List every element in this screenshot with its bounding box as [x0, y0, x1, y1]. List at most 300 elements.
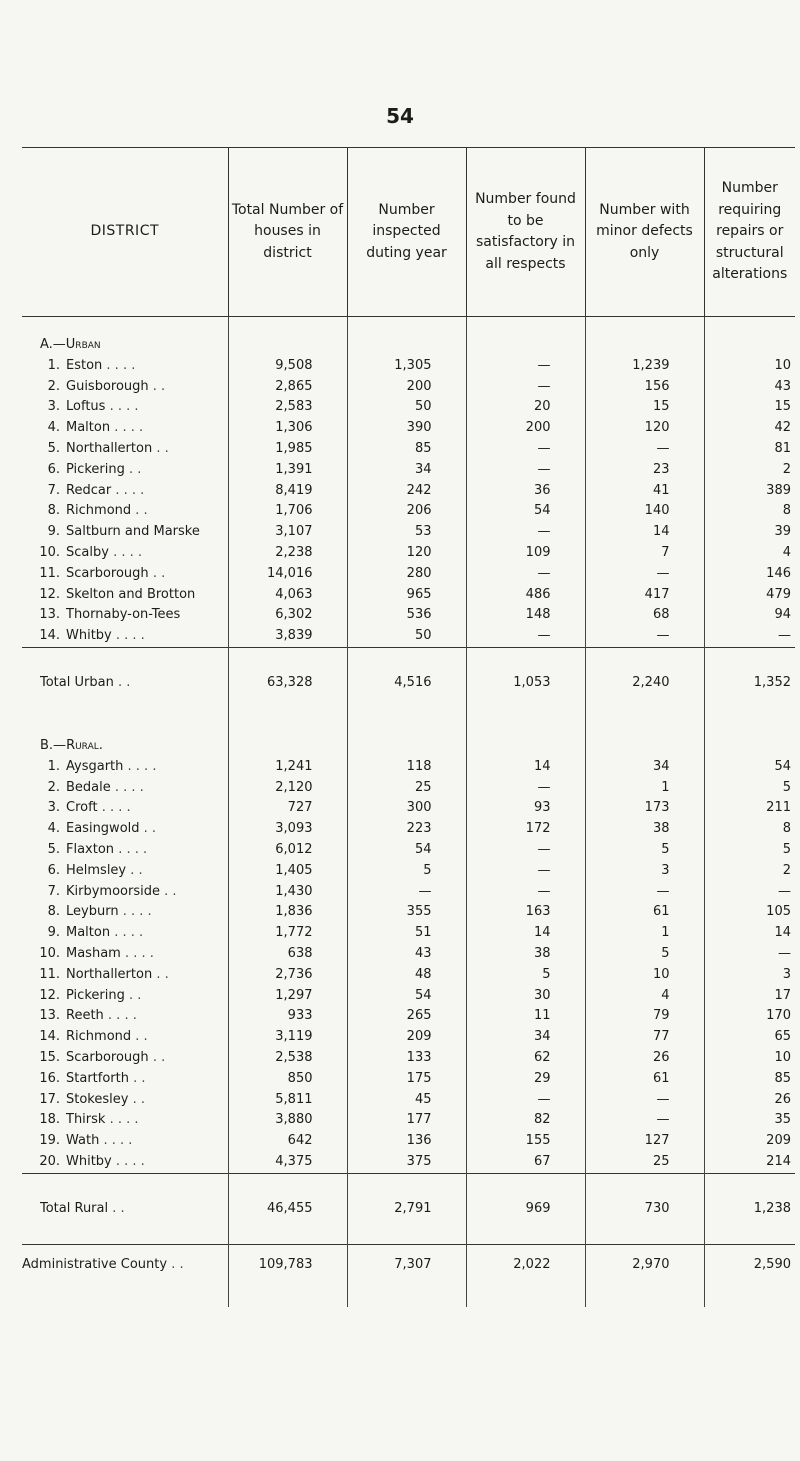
cell-satisfactory: 155 — [466, 1131, 585, 1152]
cell-minor-defects: 1 — [585, 923, 704, 944]
cell-minor-defects: 14 — [585, 522, 704, 543]
cell-inspected: 118 — [347, 757, 466, 778]
cell-total-houses: 9,508 — [228, 356, 347, 377]
table-row — [22, 564, 795, 585]
cell-inspected: 177 — [347, 1110, 466, 1131]
table-row — [22, 543, 795, 564]
cell-satisfactory: — — [466, 626, 585, 647]
cell-minor-defects: — — [585, 882, 704, 903]
header-inspected: Number inspected duting year — [347, 148, 466, 317]
row-number: 13. — [39, 607, 60, 623]
cell-total-houses: 2,120 — [228, 778, 347, 799]
cell-minor-defects: 140 — [585, 501, 704, 522]
leader-dots: . . — [143, 821, 157, 837]
table-row — [22, 986, 795, 1007]
table-row — [22, 778, 795, 799]
district-name: Flaxton — [66, 841, 115, 857]
leader-dots: . . — [130, 862, 143, 878]
table-row — [22, 798, 795, 819]
cell-satisfactory: — — [466, 460, 585, 481]
cell-inspected: 34 — [347, 460, 466, 481]
leader-dots: . . . . — [109, 399, 139, 415]
leader-dots: . . . . — [124, 945, 154, 961]
cell-total-houses: 109,783 — [228, 1244, 347, 1307]
cell-district — [22, 397, 228, 418]
row-number: 9. — [47, 925, 60, 941]
cell-district — [22, 356, 228, 377]
cell-repairs: 389 — [704, 481, 795, 502]
cell-total-houses: 2,583 — [228, 397, 347, 418]
cell-satisfactory: — — [466, 840, 585, 861]
row-number: 12. — [39, 987, 60, 1003]
cell-district — [22, 481, 228, 502]
empty-cell — [704, 317, 795, 356]
cell-satisfactory: 29 — [466, 1069, 585, 1090]
district-name: Bedale — [66, 779, 111, 795]
cell-satisfactory: 54 — [466, 501, 585, 522]
district-name: Reeth — [66, 1008, 104, 1024]
cell-inspected: 4,516 — [347, 647, 466, 718]
cell-inspected: 300 — [347, 798, 466, 819]
cell-satisfactory: 1,053 — [466, 647, 585, 718]
cell-total-houses: 3,880 — [228, 1110, 347, 1131]
district-name: Stokesley — [66, 1091, 129, 1107]
cell-satisfactory: 969 — [466, 1173, 585, 1244]
district-name: Richmond — [66, 503, 132, 519]
cell-satisfactory: 62 — [466, 1048, 585, 1069]
cell-total-houses: 14,016 — [228, 564, 347, 585]
empty-cell — [585, 317, 704, 356]
cell-district — [22, 626, 228, 647]
row-number: 1. — [47, 357, 60, 373]
row-number: 3. — [47, 399, 60, 415]
cell-total-houses: 1,297 — [228, 986, 347, 1007]
cell-total-houses: 3,093 — [228, 819, 347, 840]
cell-minor-defects: 38 — [585, 819, 704, 840]
leader-dots: . . . . — [114, 779, 144, 795]
cell-satisfactory: 2,022 — [466, 1244, 585, 1307]
cell-satisfactory: — — [466, 882, 585, 903]
row-number: 19. — [39, 1133, 60, 1149]
table-row — [22, 439, 795, 460]
housing-inspection-table — [22, 147, 795, 1307]
cell-inspected: 50 — [347, 626, 466, 647]
cell-inspected: 280 — [347, 564, 466, 585]
cell-total-houses: 642 — [228, 1131, 347, 1152]
table-row — [22, 460, 795, 481]
cell-minor-defects: 2,240 — [585, 647, 704, 718]
cell-district — [22, 1069, 228, 1090]
leader-dots: . . . . — [109, 1112, 139, 1128]
cell-total-houses: 1,405 — [228, 861, 347, 882]
cell-district — [22, 543, 228, 564]
district-name: Scarborough — [66, 1049, 149, 1065]
district-name: Startforth — [66, 1070, 129, 1086]
cell-total-houses: 5,811 — [228, 1090, 347, 1111]
cell-repairs: 1,238 — [704, 1173, 795, 1244]
district-name: Whitby — [66, 1153, 112, 1169]
cell-satisfactory: 200 — [466, 418, 585, 439]
table-row — [22, 757, 795, 778]
leader-dots: . . . . — [113, 544, 143, 560]
cell-repairs: 17 — [704, 986, 795, 1007]
cell-inspected: 175 — [347, 1069, 466, 1090]
leader-dots: . . — [132, 1091, 145, 1107]
cell-minor-defects: 25 — [585, 1152, 704, 1173]
row-number: 17. — [39, 1091, 60, 1107]
cell-total-houses: 8,419 — [228, 481, 347, 502]
cell-inspected: 7,307 — [347, 1244, 466, 1307]
cell-total-houses: 3,107 — [228, 522, 347, 543]
cell-repairs: 8 — [704, 501, 795, 522]
empty-cell — [347, 317, 466, 356]
cell-inspected: 375 — [347, 1152, 466, 1173]
cell-repairs: — — [704, 626, 795, 647]
row-number: 13. — [39, 1008, 60, 1024]
cell-district — [22, 418, 228, 439]
cell-repairs: 39 — [704, 522, 795, 543]
cell-repairs: 5 — [704, 778, 795, 799]
cell-minor-defects: 2,970 — [585, 1244, 704, 1307]
cell-minor-defects: 120 — [585, 418, 704, 439]
table-row — [22, 965, 795, 986]
district-name: Whitby — [66, 628, 112, 644]
cell-minor-defects: 5 — [585, 840, 704, 861]
cell-inspected: 120 — [347, 543, 466, 564]
row-number: 4. — [47, 821, 60, 837]
cell-satisfactory: 34 — [466, 1027, 585, 1048]
cell-total-houses: 1,836 — [228, 902, 347, 923]
cell-repairs: — — [704, 944, 795, 965]
row-number: 11. — [39, 966, 60, 982]
cell-total-houses: 1,391 — [228, 460, 347, 481]
cell-inspected: 85 — [347, 439, 466, 460]
district-name: Northallerton — [66, 966, 153, 982]
row-number: 9. — [47, 524, 60, 540]
row-number: 7. — [47, 482, 60, 498]
table-row — [22, 1131, 795, 1152]
leader-dots: . . . . — [114, 420, 144, 436]
cell-total-houses: 4,375 — [228, 1152, 347, 1173]
cell-repairs: 2 — [704, 861, 795, 882]
cell-satisfactory: 163 — [466, 902, 585, 923]
cell-satisfactory: 14 — [466, 923, 585, 944]
header-repairs: Number requiring repairs or structural alterations — [704, 148, 795, 317]
cell-satisfactory: — — [466, 356, 585, 377]
cell-repairs: 4 — [704, 543, 795, 564]
cell-inspected: 53 — [347, 522, 466, 543]
cell-total-houses: 46,455 — [228, 1173, 347, 1244]
cell-minor-defects: 156 — [585, 377, 704, 398]
cell-minor-defects: 26 — [585, 1048, 704, 1069]
cell-inspected: 48 — [347, 965, 466, 986]
cell-inspected: 136 — [347, 1131, 466, 1152]
leader-dots: . . . . — [127, 758, 157, 774]
cell-total-houses: 1,706 — [228, 501, 347, 522]
cell-total-houses: 1,430 — [228, 882, 347, 903]
cell-total-houses: 1,772 — [228, 923, 347, 944]
leader-dots: . . — [117, 674, 131, 690]
cell-inspected: 223 — [347, 819, 466, 840]
header-minor-defects: Number with minor defects only — [585, 148, 704, 317]
leader-dots: . . — [171, 1256, 184, 1272]
district-name: Wath — [66, 1133, 100, 1149]
table-row — [22, 944, 795, 965]
table-row — [22, 1027, 795, 1048]
cell-minor-defects: — — [585, 439, 704, 460]
cell-satisfactory: 486 — [466, 585, 585, 606]
cell-district — [22, 819, 228, 840]
cell-inspected: 50 — [347, 397, 466, 418]
cell-total-houses: 4,063 — [228, 585, 347, 606]
table-row — [22, 1110, 795, 1131]
row-number: 6. — [47, 862, 60, 878]
district-name: Kirbymoorside — [66, 883, 160, 899]
cell-district — [22, 460, 228, 481]
cell-satisfactory: — — [466, 861, 585, 882]
section-title-text: Urban — [65, 337, 101, 352]
cell-repairs: 2 — [704, 460, 795, 481]
leader-dots: . . . . — [107, 1008, 137, 1024]
cell-minor-defects: 41 — [585, 481, 704, 502]
table-row — [22, 840, 795, 861]
cell-total-houses: 933 — [228, 1006, 347, 1027]
cell-minor-defects: 77 — [585, 1027, 704, 1048]
cell-district — [22, 986, 228, 1007]
cell-total-houses: 1,241 — [228, 757, 347, 778]
district-name: Thornaby-on-Tees — [66, 607, 181, 623]
row-number: 5. — [47, 440, 60, 456]
leader-dots: . . — [135, 1029, 148, 1045]
page-number: 54 — [386, 104, 414, 128]
table-row — [22, 1152, 795, 1173]
empty-cell — [466, 317, 585, 356]
district-name: Guisborough — [66, 378, 149, 394]
cell-district — [22, 882, 228, 903]
cell-satisfactory: 11 — [466, 1006, 585, 1027]
district-name: Leyburn — [66, 904, 119, 920]
leader-dots: . . — [156, 440, 169, 456]
cell-minor-defects: — — [585, 1090, 704, 1111]
district-name: Aysgarth — [66, 758, 124, 774]
cell-repairs: 105 — [704, 902, 795, 923]
cell-district — [22, 564, 228, 585]
cell-repairs: 35 — [704, 1110, 795, 1131]
cell-repairs: 94 — [704, 605, 795, 626]
cell-district — [22, 1173, 228, 1244]
cell-minor-defects: 417 — [585, 585, 704, 606]
section-title-text: Rural. — [66, 737, 103, 753]
cell-total-houses: 727 — [228, 798, 347, 819]
cell-minor-defects: 127 — [585, 1131, 704, 1152]
cell-inspected: 265 — [347, 1006, 466, 1027]
table-row — [22, 1006, 795, 1027]
leader-dots: . . — [135, 503, 148, 519]
district-name: Loftus — [66, 399, 106, 415]
table-row — [22, 923, 795, 944]
cell-satisfactory: 14 — [466, 757, 585, 778]
cell-district — [22, 944, 228, 965]
leader-dots: . . — [128, 461, 142, 477]
row-number: 8. — [47, 503, 60, 519]
table-row — [22, 356, 795, 377]
row-number: 20. — [39, 1153, 60, 1169]
row-number: 16. — [39, 1070, 60, 1086]
cell-repairs: 209 — [704, 1131, 795, 1152]
cell-satisfactory: — — [466, 377, 585, 398]
cell-minor-defects: 4 — [585, 986, 704, 1007]
cell-total-houses: 3,119 — [228, 1027, 347, 1048]
cell-minor-defects: — — [585, 564, 704, 585]
leader-dots: . . . . — [114, 925, 144, 941]
row-number: 1. — [47, 758, 60, 774]
cell-repairs: 81 — [704, 439, 795, 460]
cell-total-houses: 1,306 — [228, 418, 347, 439]
cell-minor-defects: 68 — [585, 605, 704, 626]
district-name: Eston — [66, 357, 103, 373]
row-number: 6. — [47, 461, 60, 477]
cell-district — [22, 778, 228, 799]
leader-dots: . . — [156, 966, 169, 982]
cell-minor-defects: 173 — [585, 798, 704, 819]
cell-satisfactory: — — [466, 778, 585, 799]
leader-dots: . . . . — [115, 628, 145, 644]
rural-section-heading — [22, 718, 795, 757]
district-name: Richmond — [66, 1029, 132, 1045]
cell-minor-defects: 34 — [585, 757, 704, 778]
cell-district — [22, 377, 228, 398]
table-row — [22, 585, 795, 606]
leader-dots: . . — [152, 565, 166, 581]
cell-repairs: 10 — [704, 1048, 795, 1069]
empty-cell — [585, 718, 704, 757]
cell-repairs: 65 — [704, 1027, 795, 1048]
leader-dots: . . — [128, 987, 142, 1003]
leader-dots: . . . . — [115, 482, 145, 498]
table-row — [22, 626, 795, 647]
cell-satisfactory: 5 — [466, 965, 585, 986]
district-name: Masham — [66, 945, 121, 961]
row-number: 2. — [47, 378, 60, 394]
cell-district — [22, 840, 228, 861]
table-row — [22, 397, 795, 418]
cell-satisfactory: 172 — [466, 819, 585, 840]
cell-minor-defects: — — [585, 626, 704, 647]
row-number: 18. — [39, 1112, 60, 1128]
cell-inspected: 242 — [347, 481, 466, 502]
cell-inspected: 536 — [347, 605, 466, 626]
cell-district — [22, 965, 228, 986]
cell-minor-defects: 79 — [585, 1006, 704, 1027]
cell-district — [22, 605, 228, 626]
cell-minor-defects: 3 — [585, 861, 704, 882]
cell-minor-defects: 1 — [585, 778, 704, 799]
cell-repairs: 42 — [704, 418, 795, 439]
cell-inspected: 1,305 — [347, 356, 466, 377]
cell-satisfactory: — — [466, 522, 585, 543]
cell-repairs: 54 — [704, 757, 795, 778]
cell-total-houses: 2,538 — [228, 1048, 347, 1069]
cell-repairs: 5 — [704, 840, 795, 861]
row-number: 8. — [47, 904, 60, 920]
district-name: Saltburn and Marske — [66, 524, 200, 540]
cell-minor-defects: 730 — [585, 1173, 704, 1244]
cell-satisfactory: 30 — [466, 986, 585, 1007]
cell-total-houses: 2,865 — [228, 377, 347, 398]
table-row — [22, 861, 795, 882]
cell-repairs: 211 — [704, 798, 795, 819]
cell-minor-defects: 15 — [585, 397, 704, 418]
row-number: 2. — [47, 779, 60, 795]
cell-district — [22, 585, 228, 606]
row-number: 5. — [47, 841, 60, 857]
cell-total-houses: 1,985 — [228, 439, 347, 460]
row-number: 10. — [39, 544, 60, 560]
row-number: 3. — [47, 800, 60, 816]
district-name: Skelton and Brotton — [66, 586, 196, 602]
row-number: 7. — [47, 883, 60, 899]
cell-total-houses: 638 — [228, 944, 347, 965]
district-name: Scarborough — [66, 565, 149, 581]
row-number: 14. — [39, 1029, 60, 1045]
cell-district — [22, 1090, 228, 1111]
leader-dots: . . . . — [118, 841, 148, 857]
row-number: 10. — [39, 945, 60, 961]
table-row — [22, 377, 795, 398]
table-body — [22, 317, 795, 1307]
leader-dots: . . — [152, 1049, 166, 1065]
total-label: Administrative County — [22, 1256, 168, 1272]
cell-inspected: 25 — [347, 778, 466, 799]
cell-district — [22, 1244, 228, 1307]
cell-minor-defects: — — [585, 1110, 704, 1131]
cell-district — [22, 902, 228, 923]
row-number: 12. — [39, 586, 60, 602]
cell-total-houses: 850 — [228, 1069, 347, 1090]
table-row — [22, 481, 795, 502]
section-title: B.—Rural. — [40, 737, 103, 753]
cell-satisfactory: 148 — [466, 605, 585, 626]
cell-repairs: 214 — [704, 1152, 795, 1173]
empty-cell — [228, 317, 347, 356]
cell-repairs: 3 — [704, 965, 795, 986]
cell-inspected: 355 — [347, 902, 466, 923]
cell-district — [22, 1152, 228, 1173]
district-name: Helmsley — [66, 862, 127, 878]
leader-dots: . . . . — [122, 904, 152, 920]
cell-repairs: 85 — [704, 1069, 795, 1090]
cell-minor-defects: 23 — [585, 460, 704, 481]
leader-dots: . . — [133, 1070, 146, 1086]
empty-cell — [228, 718, 347, 757]
cell-repairs: 14 — [704, 923, 795, 944]
cell-inspected: 200 — [347, 377, 466, 398]
empty-cell — [704, 718, 795, 757]
cell-district — [22, 1027, 228, 1048]
district-name: Redcar — [66, 482, 112, 498]
table-row — [22, 902, 795, 923]
cell-district — [22, 1131, 228, 1152]
cell-satisfactory: — — [466, 439, 585, 460]
district-name: Croft — [66, 800, 98, 816]
table-row — [22, 522, 795, 543]
cell-inspected: — — [347, 882, 466, 903]
cell-district — [22, 501, 228, 522]
cell-inspected: 51 — [347, 923, 466, 944]
cell-inspected: 965 — [347, 585, 466, 606]
total-urban-row — [22, 647, 795, 718]
cell-total-houses: 63,328 — [228, 647, 347, 718]
